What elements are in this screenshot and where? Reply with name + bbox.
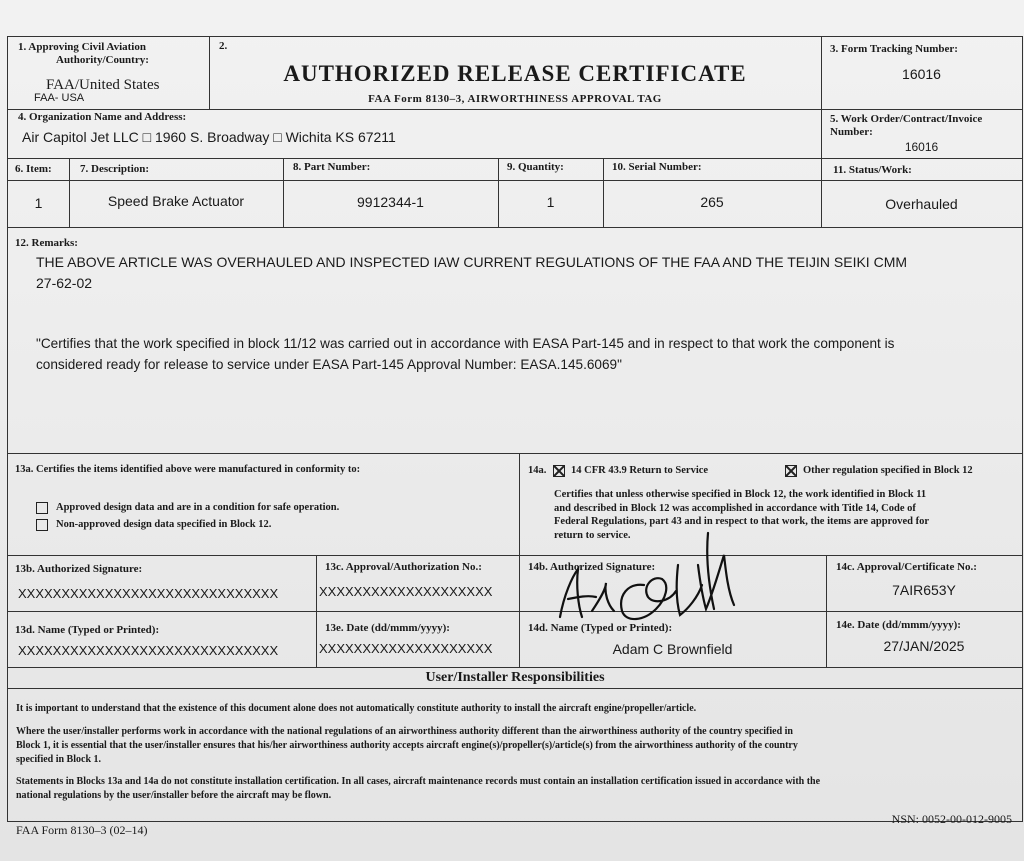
work-order-number: 16016 [904,140,939,154]
block14c-label: 14c. Approval/Certificate No.: [836,561,977,573]
responsibilities-p2: Where the user/installer performs work in accordance with the national regulations of an airworthiness authority different than the airworthiness authority of the country specified in Block 1, it is essential that the user/installer ensures that his/her airworthiness authority accepts aircraft engine(s)/propeller(s)/article(s) from the airworthiness authority of the country specified in Block 1. [16,726,798,765]
header-quantity: 9. Quantity: [507,161,564,173]
rule [8,109,1022,110]
rule [8,158,1022,159]
rule [8,227,1022,228]
block13a-option-nonapproved[interactable]: Non-approved design data specified in Block 12. [36,518,271,532]
rule [519,453,520,667]
item-quantity: 1 [546,194,555,210]
block14e-label: 14e. Date (dd/mmm/yyyy): [836,619,961,631]
footer-nsn: NSN: 0052-00-012-9005 [891,812,1012,826]
footer-form-id: FAA Form 8130–3 (02–14) [16,823,148,837]
block14b-label: 14b. Authorized Signature: [528,561,656,573]
responsibilities-p3: Statements in Blocks 13a and 14a do not constitute installation certification. In all cases, aircraft maintenance records must contain an installation certification issued in accordance with the national regulations by the user/installer before the aircraft may be flown. [16,776,821,801]
header-serial-number: 10. Serial Number: [612,161,702,173]
block14d-name: Adam C Brownfield [612,641,733,657]
checkbox-nonapproved-design[interactable] [36,519,48,531]
block5-label: 5. Work Order/Contract/Invoice Number: [830,113,983,138]
page-title: AUTHORIZED RELEASE CERTIFICATE [283,61,747,86]
item-description: Speed Brake Actuator [107,193,245,209]
block13c-label: 13c. Approval/Authorization No.: [325,561,482,573]
block13b-label: 13b. Authorized Signature: [15,563,143,575]
block13a-option-approved[interactable]: Approved design data and are in a condition for safe operation. [36,501,339,515]
authorized-signature [548,525,748,625]
checkbox-other-regulation[interactable] [785,465,797,477]
block14a-other[interactable]: Other regulation specified in Block 12 [785,464,973,478]
rule [8,180,1022,181]
block14e-date: 27/JAN/2025 [883,638,965,654]
page-subtitle: FAA Form 8130–3, AIRWORTHINESS APPROVAL TAG [368,93,662,105]
block3-label: 3. Form Tracking Number: [830,43,958,55]
rule [8,611,1022,612]
block14a-row: 14a. 14 CFR 43.9 Return to Service [528,465,709,476]
remarks-label: 12. Remarks: [15,237,78,249]
certificate-form [7,36,1023,822]
checkbox-14cfr-return-to-service[interactable] [553,465,565,477]
rule [603,158,604,227]
remarks-easa: "Certifies that the work specified in block 11/12 was carried out in accordance with EASA Part-145 and in respect to that work the component is considered ready for release to service under EASA Part-145 Approval Number: EASA.145.6069" [36,336,895,372]
block13c-approval: XXXXXXXXXXXXXXXXXXXX [319,584,493,599]
item-status-work: Overhauled [885,196,958,212]
block14a-certification-text: Certifies that unless otherwise specified in Block 12, the work identified in Block 11 and described in Block 12 was accomplished in accordance with Title 14, Code of Federal Regulations, part 43 and in respect to that work, the items are approved for return to service. [554,489,930,541]
block13d-name: XXXXXXXXXXXXXXXXXXXXXXXXXXXXXX [18,643,279,658]
rule [498,158,499,227]
block13e-date: XXXXXXXXXXXXXXXXXXXX [319,641,493,656]
block13e-label: 13e. Date (dd/mmm/yyyy): [325,622,450,634]
block13b-signature: XXXXXXXXXXXXXXXXXXXXXXXXXXXXXX [18,586,279,601]
header-status-work: 11. Status/Work: [833,164,912,176]
rule [8,555,1022,556]
organization-address: Air Capitol Jet LLC □ 1960 S. Broadway □ Wichita KS 67211 [22,129,396,145]
header-item: 6. Item: [15,163,52,175]
block13a-label: 13a. Certifies the items identified above were manufactured in conformity to: [15,464,361,475]
rule [316,555,317,667]
block2-label: 2. [219,40,228,52]
header-description: 7. Description: [80,163,150,175]
form-tracking-number: 16016 [902,66,941,82]
block14d-label: 14d. Name (Typed or Printed): [528,622,673,634]
block1-sub: FAA- USA [34,92,85,104]
rule [8,453,1022,454]
item-part-number: 9912344-1 [357,194,424,210]
responsibilities-p1: It is important to understand that the existence of this document alone does not automatically constitute authority to install the aircraft engine/propeller/article. [16,703,697,714]
block1-label: 1. Approving Civil Aviation Authority/Country: [18,41,149,66]
remarks-text: THE ABOVE ARTICLE WAS OVERHAULED AND INSPECTED IAW CURRENT REGULATIONS OF THE FAA AND THE TEIJIN SEIKI CMM 27-62-02 [36,254,908,291]
rule [8,667,1022,668]
responsibilities-heading: User/Installer Responsibilities [425,670,605,685]
header-part-number: 8. Part Number: [293,161,371,173]
checkbox-approved-design[interactable] [36,502,48,514]
block4-label: 4. Organization Name and Address: [18,111,187,123]
rule [8,688,1022,689]
item-number: 1 [34,195,43,211]
item-serial-number: 265 [700,194,724,210]
block1-country: FAA/United States [46,77,160,93]
block14c-certificate-number: 7AIR653Y [892,582,956,598]
rule [283,158,284,227]
block13d-label: 13d. Name (Typed or Printed): [15,624,160,636]
